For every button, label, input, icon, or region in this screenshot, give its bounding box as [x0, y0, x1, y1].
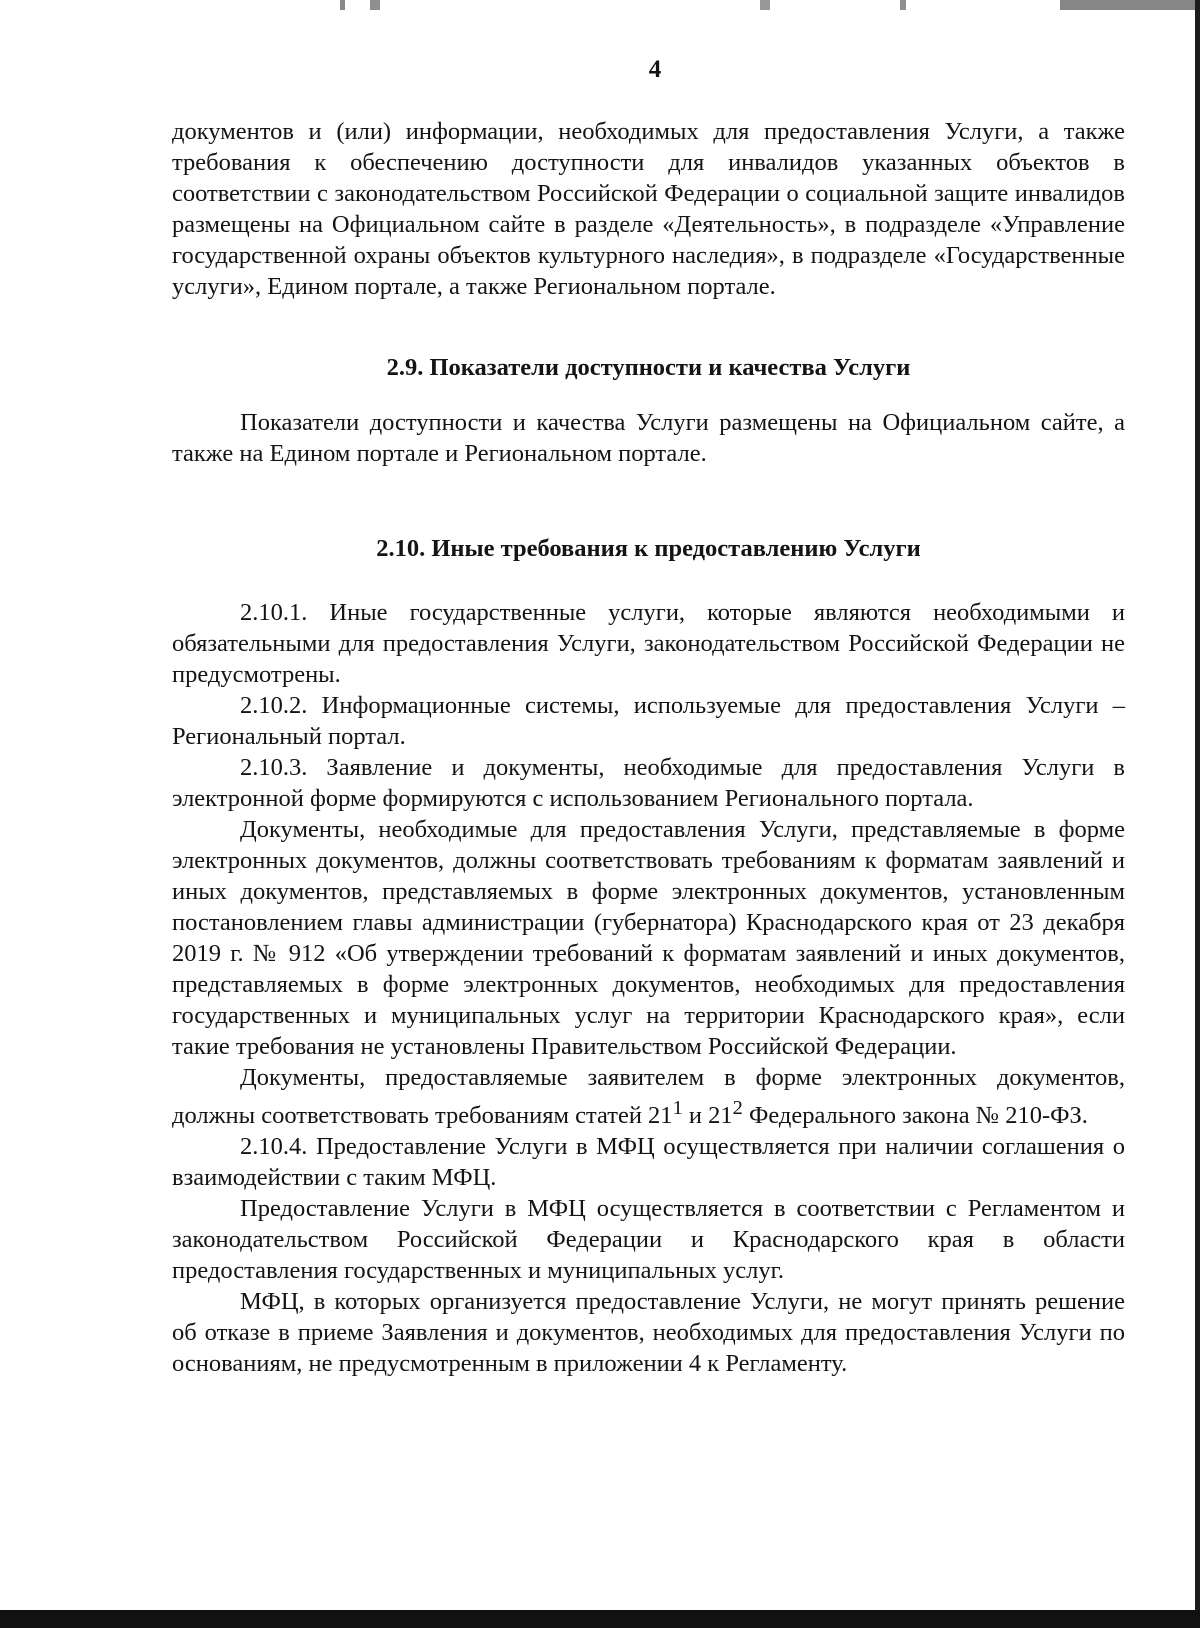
paragraph-documents-applicant [172, 1062, 1125, 1131]
paragraph-mfc-refusal: МФЦ, в которых организуется предоставление Услуги, не могут принять решение об отказе в приеме Заявления и документов, необходимых для предоставления Услуги по основаниям, не предусмотренным в приложении 4 к Регламенту. [172, 1288, 1125, 1378]
paragraph-2-10-2: 2.10.2. Информационные системы, используемые для предоставления Услуги – Региональный портал. [172, 692, 1125, 750]
paragraph-mfc-regulation: Предоставление Услуги в МФЦ осуществляется в соответствии с Регламентом и законодательством Российской Федерации и Краснодарского края в области предоставления государственных и муниципальных услуг. [172, 1195, 1125, 1285]
page-number: 4 [648, 56, 662, 83]
document-body [172, 116, 1125, 1379]
documents-applicant-end: Федерального закона № 210-ФЗ. [742, 1102, 1088, 1130]
paragraph-documents-formats: Документы, необходимые для предоставления Услуги, представляемые в форме электронных документов, должны соответствовать требованиям к форматам заявлений и иных документов, представляемых в форме электронных документов, установленным постановлением главы администрации (губернатора) Краснодарского края от 23 декабря 2019 г. № 912 «Об утверждении требований к форматам заявлений и иных документов, представляемых в форме электронных документов, необходимых для предоставления государственных и муниципальных услуг на территории Краснодарского края», если такие требования не установлены Правительством Российской Федерации. [172, 816, 1125, 1060]
section-2-10-heading: 2.10. Иные требования к предоставлению Услуги [376, 535, 921, 562]
section-2-9-heading: 2.9. Показатели доступности и качества Услуги [386, 354, 911, 381]
documents-applicant-start: Документы, предоставляемые заявителем в форме электронных документов, должны соответствовать требованиям статей 21 [172, 1064, 1125, 1130]
superscript-2: 2 [732, 1097, 743, 1119]
scan-edge-right [1195, 0, 1200, 1628]
superscript-1: 1 [672, 1097, 683, 1119]
intro-paragraph: документов и (или) информации, необходимых для предоставления Услуги, а также требования к обеспечению доступности для инвалидов указанных объектов в соответствии с законодательством Российской Федерации о социальной защите инвалидов размещены на Официальном сайте в разделе «Деятельность», в подразделе «Управление государственной охраны объектов культурного наследия», в подразделе «Государственные услуги», Едином портале, а также Региональном портале. [172, 118, 1125, 300]
documents-applicant-and: и 21 [682, 1102, 733, 1130]
scan-edge-top [0, 0, 1200, 10]
paragraph-2-10-1: 2.10.1. Иные государственные услуги, которые являются необходимыми и обязательными для предоставления Услуги, законодательством Российской Федерации не предусмотрены. [172, 599, 1125, 688]
section-2-9-text: Показатели доступности и качества Услуги размещены на Официальном сайте, а также на Едином портале и Региональном портале. [172, 409, 1125, 467]
paragraph-2-10-4: 2.10.4. Предоставление Услуги в МФЦ осуществляется при наличии соглашения о взаимодействии с таким МФЦ. [172, 1133, 1125, 1192]
paragraph-2-10-3: 2.10.3. Заявление и документы, необходимые для предоставления Услуги в электронной форме формируются с использованием Регионального портала. [172, 754, 1125, 812]
scan-edge-bottom [0, 1610, 1200, 1628]
